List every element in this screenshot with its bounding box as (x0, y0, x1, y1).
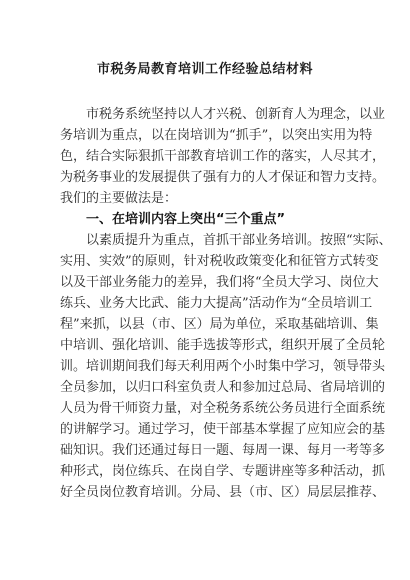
section-line: 全员参加，以归口科室负责人和参加过总局、省局培训的 (60, 380, 386, 395)
intro-line: 为税务事业的发展提供了强有力的人才保证和智力支持。 (60, 170, 386, 185)
section-line: 种形式，岗位练兵、在岗自学、专题讲座等多种活动，抓 (60, 464, 386, 479)
section-line: 程”来抓，以县（市、区）局为单位，采取基础培训、集 (60, 317, 379, 332)
section-heading: 一、在培训内容上突出“三个重点” (86, 212, 286, 227)
intro-line: 市税务系统坚持以人才兴税、创新育人为理念，以业 (86, 107, 386, 122)
section-line: 中培训、强化培训、能手选拔等形式，组织开展了全员轮 (60, 338, 386, 353)
section-line: 实用、实效”的原则，针对税收政策变化和征管方式转变 (60, 254, 379, 269)
section-line: 以及干部业务能力的差异，我们将“全员大学习、岗位大 (60, 275, 379, 290)
section-line: 的讲解学习。通过学习，使干部基本掌握了应知应会的基 (60, 422, 386, 437)
document-body (60, 104, 392, 503)
intro-line: 务培训为重点，以在岗培训为“抓手”，以突出实用为特 (60, 128, 373, 143)
document-title: 市税务局教育培训工作经验总结材料 (96, 62, 313, 77)
intro-line: 色，结合实际狠抓干部教育培训工作的落实，人尽其才， (60, 149, 386, 164)
section-line: 练兵、业务大比武、能力大提高”活动作为“全员培训工 (60, 296, 373, 311)
section-line: 训。培训期间我们每天利用两个小时集中学习，领导带头 (60, 359, 386, 374)
section-line: 好全员岗位教育培训。分局、县（市、区）局层层推荐、 (60, 485, 386, 500)
section-line: 础知识。我们还通过每日一题、每周一课、每月一考等多 (60, 443, 386, 458)
section-line: 以素质提升为重点，首抓干部业务培训。按照“实际、 (86, 233, 392, 248)
section-line: 人员为骨干师资力量，对全税务系统公务员进行全面系统 (60, 401, 386, 416)
intro-line: 我们的主要做法是： (60, 191, 178, 206)
